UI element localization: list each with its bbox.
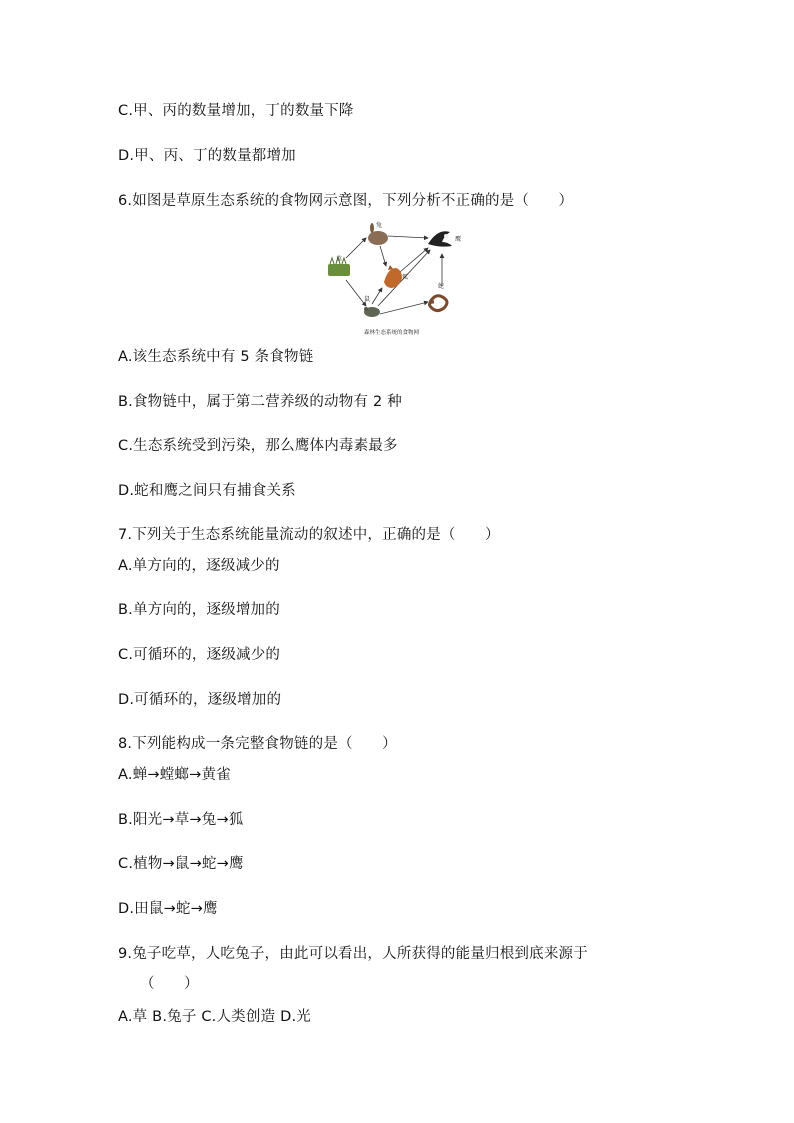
q8-option-d: D.田鼠→蛇→鹰: [118, 901, 218, 917]
q5-option-d: D.甲、丙、丁的数量都增加: [118, 148, 296, 164]
q8-stem: 8.下列能构成一条完整食物链的是（ ）: [118, 736, 397, 752]
figure-caption: 森林生态系统的食物网: [364, 330, 420, 336]
arrow-fox-eagle: [400, 248, 428, 272]
mouse-icon: [364, 307, 380, 317]
label-fox: 狐: [402, 274, 409, 281]
q9-stem-bracket: （ ）: [140, 976, 199, 992]
q6-option-b: B.食物链中，属于第二营养级的动物有 2 种: [118, 394, 402, 410]
q8-option-c: C.植物→鼠→蛇→鹰: [118, 856, 244, 872]
q7-option-d: D.可循环的，逐级增加的: [118, 692, 282, 708]
label-mouse: 鼠: [364, 296, 371, 303]
arrow-mouse-snake: [380, 302, 428, 314]
q7-option-a: A.单方向的，逐级减少的: [118, 558, 280, 574]
q5-option-c: C.甲、丙的数量增加，丁的数量下降: [118, 103, 354, 119]
label-rabbit: 兔: [376, 222, 383, 229]
arrow-grass-mouse: [346, 280, 366, 306]
q7-option-b: B.单方向的，逐级增加的: [118, 602, 280, 618]
label-snake: 蛇: [438, 283, 445, 290]
q6-stem: 6.如图是草原生态系统的食物网示意图，下列分析不正确的是（ ）: [118, 193, 574, 209]
arrow-rabbit-eagle: [388, 236, 428, 238]
snake-icon: [430, 296, 448, 311]
q8-option-b: B.阳光→草→兔→狐: [118, 812, 244, 828]
arrow-mouse-fox: [372, 288, 382, 304]
q6-option-d: D.蛇和鹰之间只有捕食关系: [118, 483, 296, 499]
label-grass: 草: [336, 256, 343, 263]
label-eagle: 鹰: [455, 236, 462, 243]
food-web-figure: [324, 218, 474, 340]
q6-option-c: C.生态系统受到污染，那么鹰体内毒素最多: [118, 438, 398, 454]
eagle-icon: [428, 231, 452, 246]
q9-options: A.草 B.兔子 C.人类创造 D.光: [118, 1009, 311, 1025]
q7-option-c: C.可循环的，逐级减少的: [118, 647, 281, 663]
q7-stem: 7.下列关于生态系统能量流动的叙述中，正确的是（ ）: [118, 527, 500, 543]
food-web-diagram: [324, 218, 474, 340]
q9-stem: 9.兔子吃草，人吃兔子，由此可以看出，人所获得的能量归根到底来源于: [118, 946, 588, 962]
arrow-grass-rabbit: [346, 238, 366, 258]
arrow-rabbit-fox: [380, 246, 386, 266]
fox-icon: [384, 265, 402, 288]
q6-option-a: A.该生态系统中有 5 条食物链: [118, 349, 314, 365]
q8-option-a: A.蝉→螳螂→黄雀: [118, 767, 231, 783]
